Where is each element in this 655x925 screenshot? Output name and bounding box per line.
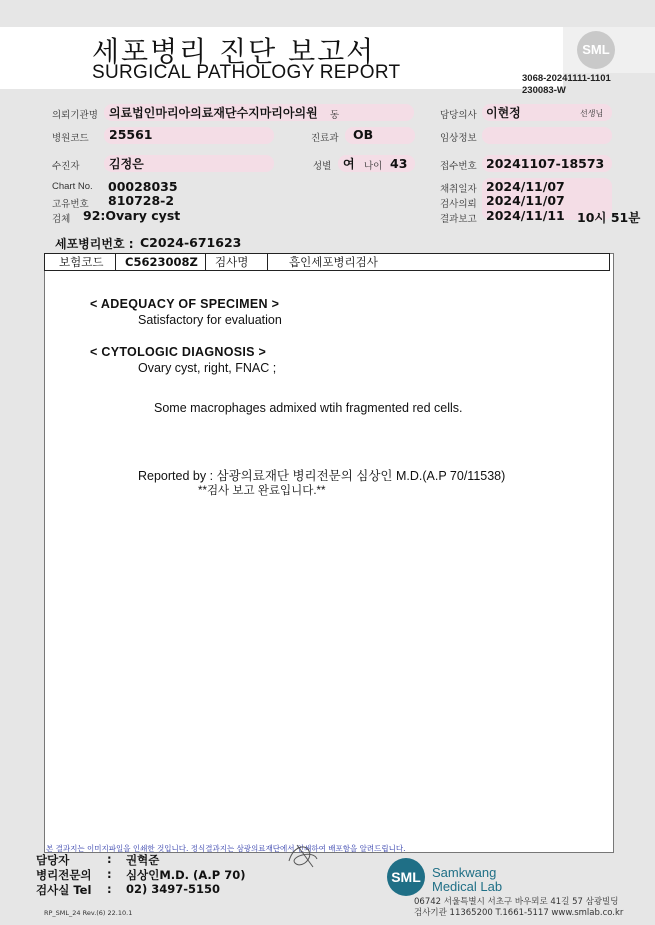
adequacy-text: Satisfactory for evaluation — [138, 313, 282, 327]
receipt-label: 접수번호 — [440, 161, 477, 172]
collect-value: 2024/11/07 — [486, 179, 565, 194]
form-id: RP_SML_24 Rev.(6) 22.10.1 — [44, 909, 133, 917]
hospital-value: 의료법인마리아의료재단수지마리아의원 — [109, 106, 318, 120]
unique-label: 고유번호 — [52, 199, 89, 210]
document-id-line2: 230083-W — [522, 85, 566, 96]
document-id — [522, 73, 611, 97]
lab-address: 06742 서울특별시 서초구 바우뫼로 41길 57 삼광빌딩 — [414, 897, 619, 907]
cyto-number-label: 세포병리번호 : — [55, 237, 134, 251]
diagnosis-text: Ovary cyst, right, FNAC ; — [138, 361, 277, 375]
age-label: 나이 — [364, 161, 383, 172]
document-id-line1: 3068-20241111-1101 — [522, 73, 611, 84]
table-divider — [205, 254, 206, 270]
specimen-value: 92:Ovary cyst — [83, 208, 181, 223]
table-divider — [115, 254, 116, 270]
lab-name-line2: Medical Lab — [432, 879, 503, 894]
result-value: 2024/11/11 — [486, 208, 565, 223]
dept-value: OB — [353, 127, 374, 142]
pathologist-label: 병리전문의 — [36, 868, 92, 882]
ins-code-label: 보험코드 — [59, 255, 104, 269]
hospcode-label: 병원코드 — [52, 133, 89, 144]
ins-code-value: C5623008Z — [125, 255, 198, 269]
patient-label: 수진자 — [52, 161, 80, 172]
sex-label: 성별 — [313, 161, 332, 172]
chart-value: 00028035 — [108, 179, 178, 194]
lab-name-line1: Samkwang — [432, 865, 497, 880]
collect-label: 채취일자 — [440, 184, 477, 195]
receipt-value: 20241107-18573 — [486, 156, 605, 171]
request-value: 2024/11/07 — [486, 193, 565, 208]
unique-value: 810728-2 — [108, 193, 175, 208]
table-divider — [267, 254, 268, 270]
complete-note: **검사 보고 완료입니다.** — [198, 485, 326, 497]
adequacy-heading: < ADEQUACY OF SPECIMEN > — [90, 297, 280, 311]
dong-label: 동 — [330, 110, 340, 121]
tel-label: 검사실 Tel — [36, 883, 92, 897]
request-label: 검사의뢰 — [440, 199, 477, 210]
sml-logo: SML — [577, 31, 615, 69]
manager-colon: : — [107, 852, 112, 866]
hospcode-value: 25561 — [109, 127, 153, 142]
report-body-box — [44, 253, 614, 853]
lab-agency: 검사기관 11365200 T.1661-5117 www.smlab.co.kr — [414, 908, 624, 918]
diagnosis-heading: < CYTOLOGIC DIAGNOSIS > — [90, 345, 267, 359]
report-title-english: SURGICAL PATHOLOGY REPORT — [92, 62, 401, 83]
doctor-value: 이현정 — [486, 106, 521, 120]
pathologist-value: 심상인M.D. (A.P 70) — [126, 868, 246, 882]
report-title-korean: 세포병리 진단 보고서 — [92, 35, 376, 68]
hospital-label: 의뢰기관명 — [52, 110, 98, 121]
samkwang-logo: SML — [387, 858, 425, 896]
test-name-label: 검사명 — [215, 255, 249, 269]
clinical-label: 임상정보 — [440, 133, 477, 144]
sex-value: 여 — [343, 157, 355, 171]
result-label: 결과보고 — [440, 214, 477, 225]
age-value: 43 — [390, 156, 408, 171]
doctor-suffix: 선생님 — [580, 109, 604, 118]
patient-value: 김정은 — [109, 157, 144, 171]
manager-value: 권혁준 — [126, 853, 160, 867]
cyto-number-value: C2024-671623 — [140, 235, 242, 250]
reported-by: Reported by : 삼광의료재단 병리전문의 심상인 M.D.(A.P 70/11538) — [138, 469, 506, 483]
test-name-value: 흡인세포병리검사 — [289, 255, 378, 269]
clinical-pill — [482, 127, 612, 144]
signature-icon — [283, 839, 323, 873]
print-notice: 본 결과지는 이미지파일을 인쇄한 것입니다. 정식결과지는 삼광의료재단에서 인쇄하여 배포함을 알려드립니다. — [46, 844, 406, 853]
finding-text: Some macrophages admixed wtih fragmented red cells. — [154, 401, 463, 415]
tel-value: 02) 3497-5150 — [126, 882, 221, 896]
specimen-label: 검체 — [52, 214, 71, 225]
manager-label: 담당자 — [36, 853, 70, 867]
table-header-row — [44, 253, 610, 271]
dept-label: 진료과 — [311, 133, 339, 144]
chart-label: Chart No. — [52, 181, 93, 192]
lab-name — [432, 866, 502, 894]
result-time: 10시 51분 — [577, 210, 641, 225]
pathologist-colon: : — [107, 867, 112, 881]
doctor-label: 담당의사 — [440, 110, 477, 121]
tel-colon: : — [107, 882, 112, 896]
